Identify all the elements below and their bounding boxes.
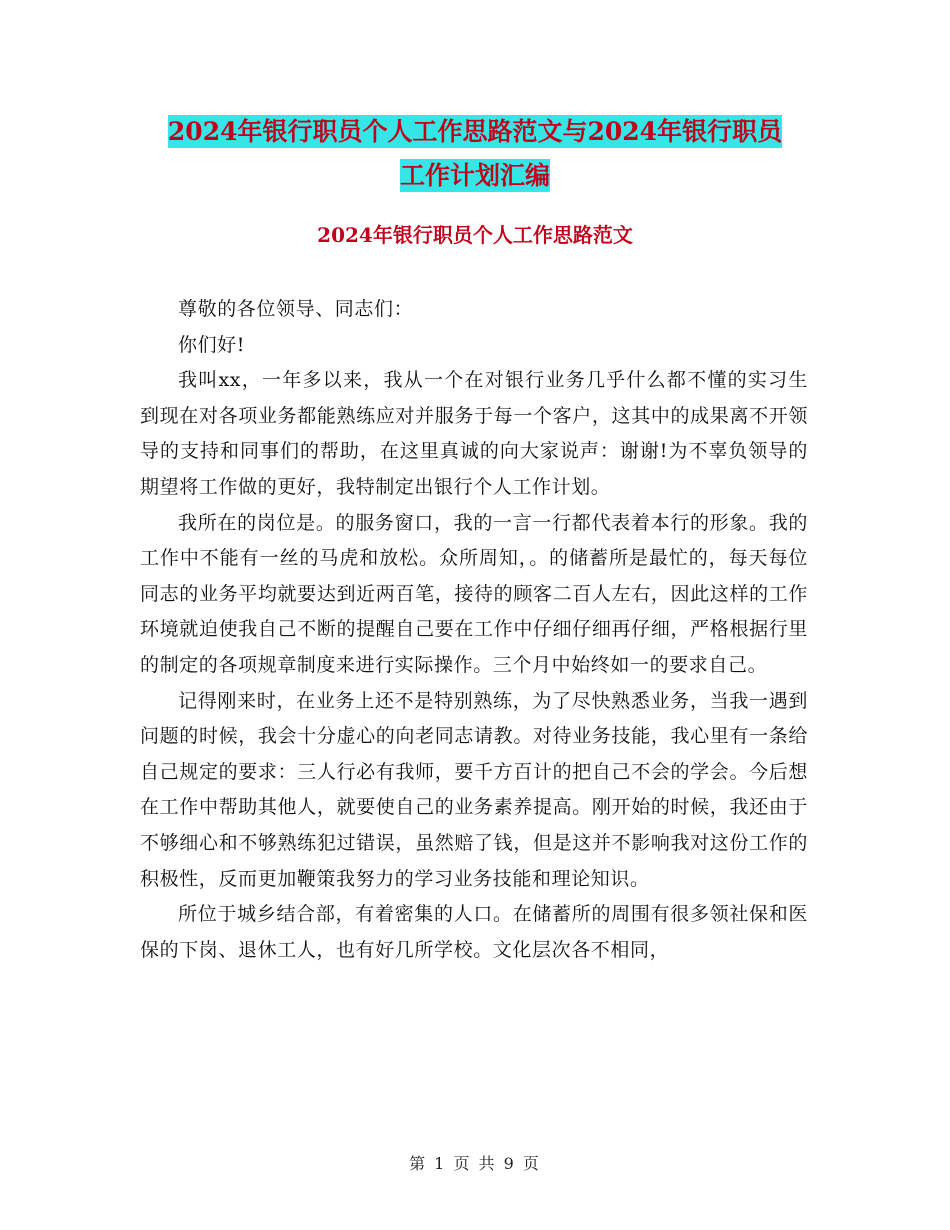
document-body bbox=[140, 292, 808, 968]
paragraph: 尊敬的各位领导、同志们： bbox=[178, 298, 414, 320]
page-footer: 第 1 页 共 9 页 bbox=[409, 1154, 541, 1173]
document-title-line2: 工作计划汇编 bbox=[399, 161, 550, 190]
paragraph: 我叫xx，一年多以来，我从一个在对银行业务几乎什么都不懂的实习生到现在对各项业务都能熟练应对并服务于每一个客户，这其中的成果离不开领导的支持和同事们的帮助，在这里真诚的向大家说声：谢谢!为不辜负领导的期望将工作做的更好，我特制定出银行个人工作计划。 bbox=[140, 369, 808, 498]
paragraph: 我所在的岗位是。的服务窗口，我的一言一行都代表着本行的形象。我的工作中不能有一丝的马虎和放松。众所周知，。的储蓄所是最忙的，每天每位同志的业务平均就要达到近两百笔，接待的顾客二百人左右，因此这样的工作环境就迫使我自己不断的提醒自己要在工作中仔细仔细再仔细，严格根据行里的制定的各项规章制度来进行实际操作。三个月中始终如一的要求自己。 bbox=[140, 511, 808, 676]
document-title bbox=[0, 110, 950, 198]
paragraph: 你们好! bbox=[178, 333, 246, 356]
section-title: 2024年银行职员个人工作思路范文 bbox=[317, 223, 633, 247]
paragraph: 记得刚来时，在业务上还不是特别熟练，为了尽快熟悉业务，当我一遇到问题的时候，我会十分虚心的向老同志请教。对待业务技能，我心里有一条给自己规定的要求：三人行必有我师，要千方百计的把自己不会的学会。今后想在工作中帮助其他人，就要使自己的业务素养提高。刚开始的时候，我还由于不够细心和不够熟练犯过错误，虽然赔了钱，但是这并不影响我对这份工作的积极性，反而更加鞭策我努力的学习业务技能和理论知识。 bbox=[140, 689, 808, 890]
document-title-line1: 2024年银行职员个人工作思路范文与2024年银行职员 bbox=[167, 117, 783, 146]
paragraph: 所位于城乡结合部，有着密集的人口。在储蓄所的周围有很多领社保和医保的下岗、退休工人，也有好几所学校。文化层次各不相同， bbox=[140, 903, 808, 961]
